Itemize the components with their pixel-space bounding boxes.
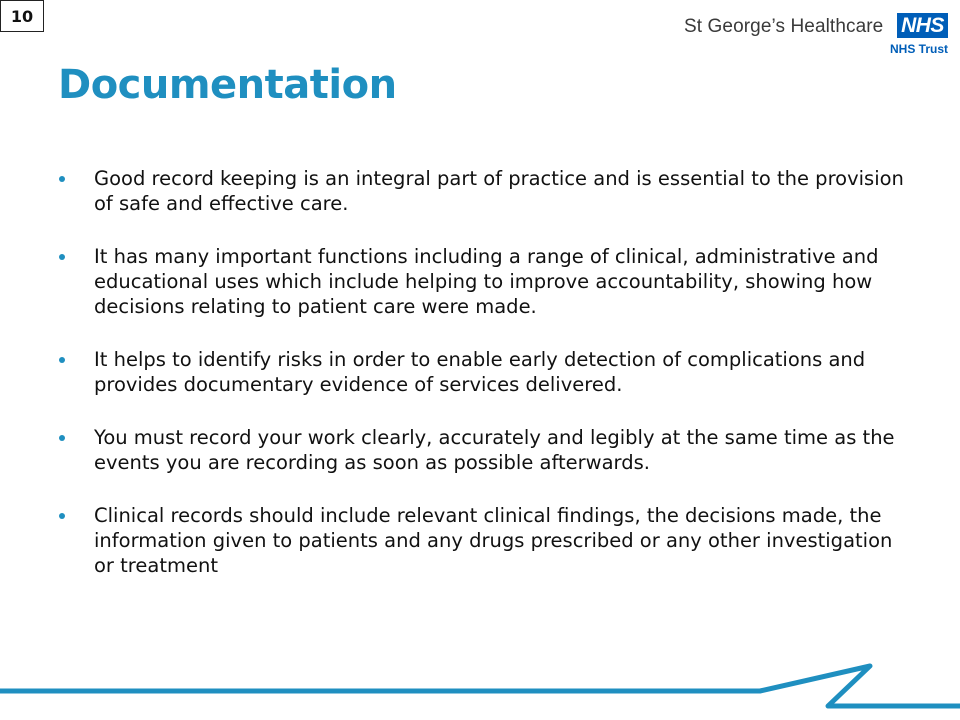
bullet-dot-icon	[59, 513, 65, 519]
bullet-item	[58, 166, 908, 216]
page-number: 10	[0, 0, 44, 32]
bullet-text: Good record keeping is an integral part of practice and is essential to the provision of safe and effective care.	[94, 167, 904, 215]
bullet-dot-icon	[59, 176, 65, 182]
bullet-dot-icon	[59, 357, 65, 363]
bullet-item	[58, 244, 908, 319]
nhs-trust-logo	[684, 12, 950, 62]
bullet-dot-icon	[59, 435, 65, 441]
bullet-text: It helps to identify risks in order to enable early detection of complications and provides documentary evidence of services delivered.	[94, 348, 866, 396]
nhs-badge: NHS	[897, 13, 948, 38]
bullet-item	[58, 503, 908, 578]
logo-trust-name: NHS Trust	[889, 42, 948, 56]
bullet-text: It has many important functions including a range of clinical, administrative and educational uses which include helping to improve accountability, showing how decisions relating to patient care were made.	[94, 245, 879, 318]
bullet-text: You must record your work clearly, accurately and legibly at the same time as the events you are recording as soon as possible afterwards.	[94, 426, 895, 474]
bullet-item	[58, 347, 908, 397]
slide-title: Documentation	[58, 62, 397, 108]
footer-swoosh-decoration	[0, 656, 960, 720]
bullet-text: Clinical records should include relevant clinical findings, the decisions made, the information given to patients and any drugs prescribed or any other investigation or treatment	[94, 504, 893, 577]
logo-organization-name: St George’s Healthcare	[684, 16, 884, 37]
bullet-item	[58, 425, 908, 475]
bullet-dot-icon	[59, 254, 65, 260]
bullet-list	[58, 166, 908, 606]
